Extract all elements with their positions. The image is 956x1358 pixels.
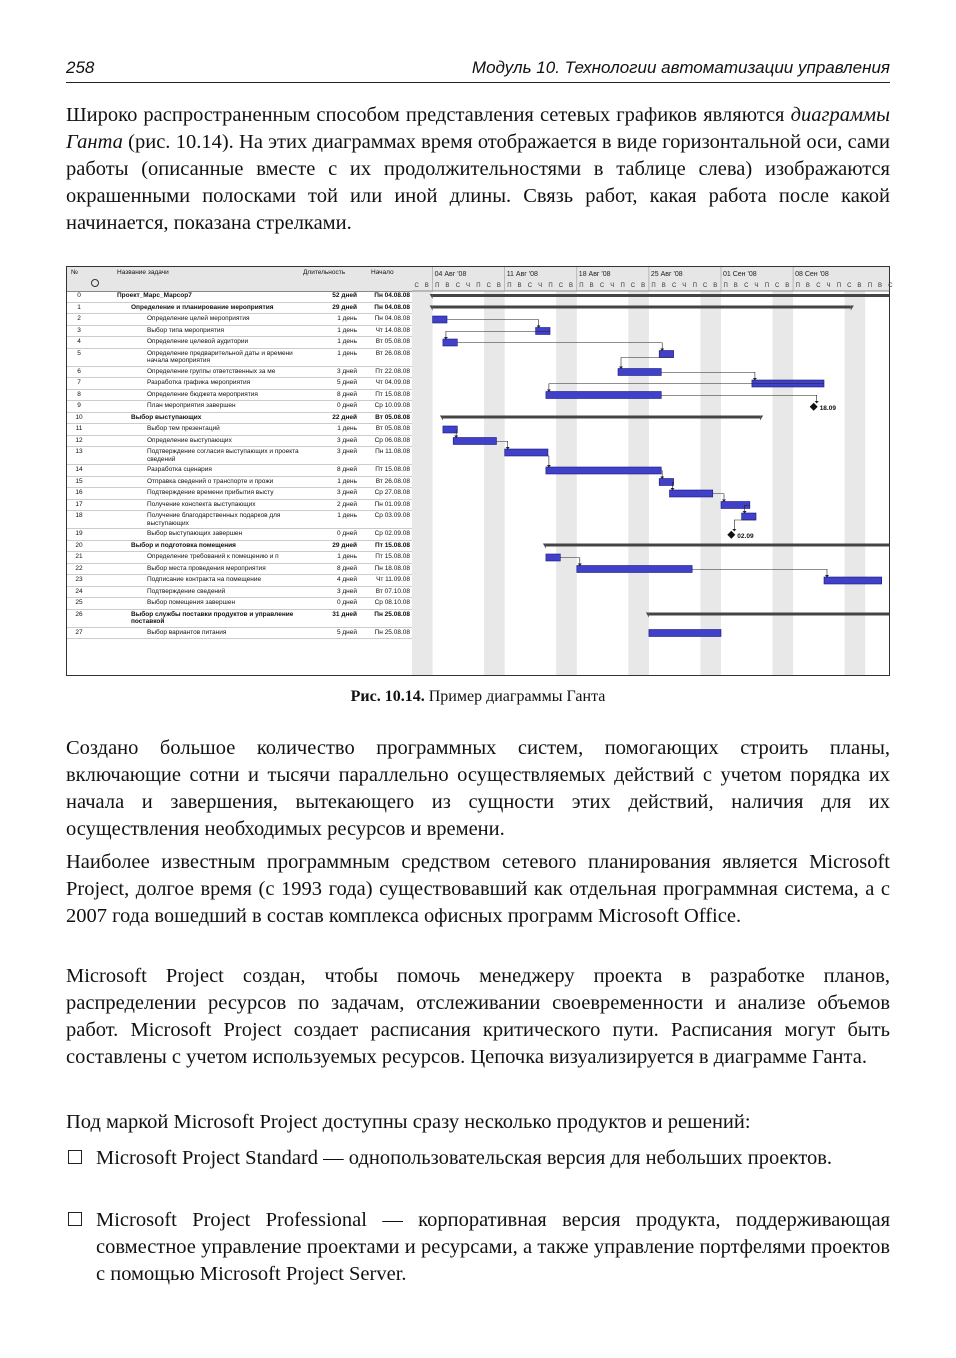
day-letter: Ч	[466, 283, 470, 289]
task-duration: 52 дней	[332, 292, 357, 299]
weekend-band	[556, 291, 577, 675]
summary-bar	[649, 613, 889, 616]
task-name: Получение конспекта выступающих	[147, 500, 256, 508]
day-letter: С	[888, 283, 893, 289]
task-bar	[618, 369, 661, 376]
day-letter: П	[507, 283, 512, 289]
week-label: 04 Авг '08	[434, 271, 467, 278]
task-name: Выбор тем презентаций	[147, 425, 220, 432]
day-letter: С	[527, 283, 533, 289]
day-letter: П	[579, 283, 584, 289]
summary-cap	[760, 416, 763, 421]
task-name: Отправка сведений о транспорте и прожи	[147, 477, 274, 485]
task-id: 20	[75, 541, 83, 549]
day-letter: В	[785, 283, 790, 289]
task-id: 25	[75, 599, 83, 606]
task-row	[67, 367, 412, 379]
day-letter: В	[661, 283, 666, 289]
task-id: 15	[75, 477, 83, 485]
task-start: Вт 05.08.08	[375, 425, 410, 432]
task-duration: 0 дней	[336, 402, 357, 409]
task-name: Определение бюджета мероприятия	[147, 390, 258, 398]
task-bar	[546, 467, 661, 474]
task-id: 6	[77, 367, 81, 375]
paragraph-intro-text-2: (рис. 10.14). На этих диаграммах время отображается в виде горизонтальной оси, сами работы (описанные вместе с их продолжительностями в таблице слева) изображаются окрашенными полосками той или иной длины. Связь работ, какая работа после какой начинается, показана стрелками.	[66, 131, 890, 234]
task-bar	[443, 426, 457, 433]
task-bar	[433, 316, 447, 323]
figure-caption	[0, 688, 956, 706]
task-name: Определение и планирование мероприятия	[131, 303, 274, 311]
task-row	[67, 587, 412, 599]
task-row	[67, 477, 412, 489]
day-letter: П	[620, 283, 625, 289]
caption-label: Рис. 10.14.	[350, 688, 425, 705]
task-start: Вт 05.08.08	[375, 413, 410, 421]
task-duration: 3 дней	[336, 367, 357, 375]
task-name: План мероприятия завершен	[147, 402, 236, 409]
task-name: Подтверждение согласия выступающих и проекта сведений	[147, 448, 299, 463]
task-start: Чт 04.09.08	[375, 379, 410, 386]
task-duration: 0 дней	[336, 530, 357, 537]
task-duration: 1 день	[337, 326, 357, 334]
summary-cap	[440, 416, 443, 421]
weekend-band	[484, 291, 505, 675]
task-duration: 1 день	[337, 477, 357, 485]
milestone-label: 02.09	[737, 532, 754, 540]
task-bar	[742, 513, 756, 520]
task-name: Подтверждение сведений	[147, 587, 226, 595]
day-letter: В	[733, 283, 738, 289]
day-letter: П	[435, 283, 440, 289]
day-letter: П	[476, 283, 481, 289]
task-row	[67, 314, 412, 326]
paragraph-intro-italic: диаграммы Ганта	[66, 104, 890, 153]
task-row	[67, 326, 412, 338]
task-id: 19	[75, 530, 83, 537]
task-bar	[546, 554, 560, 561]
task-id: 7	[77, 379, 81, 386]
task-name: Определение предварительной даты и времени начала мероприятия	[147, 349, 293, 364]
dependency-arrowhead	[732, 529, 736, 532]
task-start: Пн 01.09.08	[374, 500, 410, 508]
weekend-band	[412, 291, 433, 675]
task-duration: 31 дней	[332, 610, 357, 618]
task-id: 18	[75, 512, 83, 519]
bullet-text: Microsoft Project Standard — однопользовательская версия для небольших проектов.	[96, 1147, 833, 1169]
col-id-header: №	[71, 269, 78, 276]
day-letter: В	[424, 283, 429, 289]
task-row	[67, 337, 412, 349]
task-duration: 22 дней	[332, 413, 357, 421]
task-start: Ср 10.09.08	[374, 402, 410, 409]
task-name: Подписание контракта на помещение	[147, 576, 262, 583]
task-name: Выбор типа мероприятия	[147, 326, 225, 334]
page-number: 258	[66, 58, 95, 77]
week-label: 11 Авг '08	[506, 271, 538, 278]
paragraph-intro	[66, 102, 890, 237]
task-bar	[505, 449, 548, 456]
week-label: 25 Авг '08	[650, 271, 683, 278]
day-letter: С	[455, 283, 461, 289]
task-id: 16	[75, 489, 83, 496]
task-id: 21	[75, 553, 83, 560]
task-row	[67, 610, 412, 628]
day-letter: П	[692, 283, 697, 289]
task-id: 8	[77, 390, 81, 398]
task-name: Выбор и подготовка помещения	[131, 541, 236, 549]
day-letter: Ч	[538, 283, 543, 289]
task-id: 24	[75, 587, 83, 595]
day-letter: В	[805, 283, 810, 289]
task-bar	[577, 566, 692, 573]
page-header	[66, 56, 890, 82]
col-name-header: Название задачи	[117, 269, 169, 276]
paragraph-ms-project: Наиболее известным программным средством сетевого планирования является Microsoft Project, долгое время (с 1993 года) существовавший как отдельная программная система, а с 2007 года вошедший в состав комплекса офисных программ Microsoft Office.	[66, 851, 890, 927]
task-start: Ср 06.08.08	[374, 436, 410, 444]
task-id: 10	[75, 413, 83, 421]
task-name: Выбор службы поставки продуктов и управление поставкой	[131, 610, 294, 625]
task-name: Подтверждение времени прибытия высту	[147, 489, 274, 496]
task-duration: 8 дней	[336, 564, 357, 572]
day-letter: П	[723, 283, 728, 289]
task-id: 1	[77, 303, 81, 311]
task-start: Вт 07.10.08	[375, 587, 410, 595]
day-letter: В	[517, 283, 522, 289]
task-start: Пт 15.08.08	[375, 553, 410, 560]
task-start: Вт 26.08.08	[375, 349, 410, 357]
task-bar	[824, 577, 882, 584]
weekend-band	[773, 291, 794, 675]
task-id: 14	[75, 466, 83, 473]
week-label: 18 Авг '08	[578, 271, 611, 278]
task-id: 4	[77, 338, 81, 345]
day-letter: П	[764, 283, 770, 289]
task-id: 13	[75, 448, 83, 455]
task-start: Пн 25.08.08	[374, 610, 410, 618]
checkbox-bullet-icon	[68, 1150, 82, 1164]
task-id: 11	[75, 425, 83, 432]
task-start: Пт 15.08.08	[375, 541, 410, 549]
task-table-header	[67, 267, 412, 292]
task-row	[67, 291, 412, 303]
task-name: Определение группы ответственных за ме	[147, 367, 276, 375]
task-duration: 1 день	[337, 553, 357, 560]
task-row	[67, 575, 412, 587]
task-start: Чт 14.08.08	[375, 326, 410, 334]
task-bar	[546, 392, 661, 399]
chapter-title: Модуль 10. Технологии автоматизации управления	[471, 58, 890, 77]
task-start: Пт 15.08.08	[375, 466, 410, 473]
dependency-link	[661, 395, 816, 403]
task-row	[67, 598, 412, 610]
task-bar	[659, 351, 673, 358]
task-start: Ср 27.08.08	[374, 489, 410, 496]
day-letter: С	[847, 283, 852, 289]
summary-cap	[543, 544, 546, 549]
task-duration: 3 дней	[336, 448, 357, 455]
task-start: Чт 11.09.08	[376, 576, 410, 583]
task-row	[67, 447, 412, 465]
task-start: Пн 04.08.08	[374, 303, 410, 311]
task-bar	[649, 630, 721, 637]
task-bar	[453, 438, 496, 445]
task-start: Пн 04.08.08	[374, 292, 410, 299]
day-letter: В	[569, 283, 574, 289]
task-start: Ср 08.10.08	[374, 599, 410, 606]
bullet-item	[66, 1145, 890, 1172]
day-letter: С	[775, 283, 780, 289]
day-letter: В	[445, 283, 450, 289]
task-row	[67, 436, 412, 448]
task-name: Выбор вариантов питания	[147, 628, 227, 636]
task-duration: 5 дней	[336, 379, 357, 386]
task-name: Выбор выступающих	[131, 413, 202, 421]
day-letter: С	[558, 283, 564, 289]
task-duration: 8 дней	[336, 390, 357, 398]
day-letter: П	[651, 283, 656, 289]
task-row	[67, 500, 412, 512]
weekend-band	[700, 291, 721, 675]
task-name: Получение благодарственных подарков для выступающих	[147, 512, 281, 527]
task-name: Разработка графика мероприятия	[147, 379, 251, 386]
task-row	[67, 413, 412, 425]
task-start: Пт 15.08.08	[375, 390, 410, 398]
task-duration: 1 день	[337, 512, 357, 519]
task-row	[67, 465, 412, 477]
milestone-diamond	[810, 403, 818, 411]
task-row	[67, 552, 412, 564]
task-name: Выбор помещения завершен	[147, 599, 236, 606]
task-start: Пн 04.08.08	[374, 315, 410, 322]
gantt-figure	[66, 266, 893, 676]
task-row	[67, 378, 412, 390]
task-name: Определение выступающих	[147, 436, 232, 444]
task-id: 22	[75, 564, 83, 572]
day-letter: Ч	[610, 283, 615, 289]
task-name: Разработка сценария	[147, 466, 212, 473]
task-id: 23	[75, 576, 83, 583]
bullet-text: Microsoft Project Professional — корпоративная версия продукта, поддерживающая совместное управление проектами и ресурсами, а также управление портфелями проектов с помощью Microsoft Project Server.	[96, 1209, 890, 1285]
task-name: Определение целевой аудитории	[147, 338, 249, 345]
paragraph-software: Создано большое количество программных систем, помогающих строить планы, включающие сотни и тысячи параллельно осуществляемых действий с учетом порядка их начала и завершения, вытекающего из сущности этих действий, наличия для их осуществления необходимых ресурсов и времени.	[66, 737, 890, 840]
summary-bar	[433, 294, 889, 297]
task-row	[67, 488, 412, 500]
task-start: Пн 11.08.08	[375, 448, 410, 455]
weekend-band	[628, 291, 649, 675]
task-duration: 0 дней	[336, 599, 357, 606]
task-id: 0	[77, 292, 81, 299]
day-letter: С	[702, 283, 708, 289]
task-row	[67, 564, 412, 576]
day-letter: В	[589, 283, 594, 289]
day-letter: С	[744, 283, 749, 289]
task-id: 27	[75, 628, 83, 636]
task-duration: 3 дней	[336, 489, 357, 496]
day-letter: В	[878, 283, 883, 289]
day-letter: В	[713, 283, 718, 289]
week-label: 01 Сен '08	[723, 271, 757, 278]
task-row	[67, 401, 412, 413]
day-letter: Ч	[826, 283, 831, 289]
task-duration: 29 дней	[332, 541, 357, 549]
task-row	[67, 424, 412, 436]
task-id: 26	[75, 610, 83, 618]
header-rule	[66, 82, 890, 83]
task-row	[67, 511, 412, 529]
day-letter: В	[857, 283, 862, 289]
task-row	[67, 628, 412, 640]
task-start: Вт 26.08.08	[375, 477, 410, 485]
paragraph-ms-project-features: Microsoft Project создан, чтобы помочь менеджеру проекта в разработке планов, распределении ресурсов по задачам, отслеживании своевременности и анализе объемов работ. Microsoft Project создает расписания критического пути. Расписания могут быть составлены с учетом используемых ресурсов. Цепочка визуализируется в диаграмме Ганта.	[66, 965, 890, 1068]
task-id: 2	[77, 315, 81, 322]
task-start: Ср 03.09.08	[374, 512, 410, 519]
summary-bar	[433, 306, 851, 309]
task-row	[67, 349, 412, 367]
day-letter: С	[630, 283, 636, 289]
day-letter: П	[836, 283, 842, 289]
gantt-chart	[412, 267, 893, 675]
checkbox-bullet-icon	[68, 1212, 82, 1226]
task-id: 9	[77, 402, 81, 409]
day-letter: Ч	[682, 283, 687, 289]
task-row	[67, 390, 412, 402]
day-letter: П	[795, 283, 800, 289]
col-duration-header: Длительность	[303, 269, 346, 276]
milestone-diamond	[727, 531, 735, 539]
dependency-link	[734, 520, 756, 531]
weekend-band	[845, 291, 866, 675]
dependency-arrowhead	[815, 401, 819, 404]
task-duration: 4 дней	[336, 576, 357, 583]
task-id: 5	[77, 349, 81, 357]
task-duration: 8 дней	[336, 466, 357, 473]
task-start: Ср 02.09.08	[374, 530, 410, 537]
day-letter: В	[641, 283, 646, 289]
day-letter: С	[486, 283, 491, 289]
task-duration: 3 дней	[336, 436, 357, 444]
task-name: Определение целей мероприятия	[147, 315, 250, 322]
task-bar	[670, 490, 713, 497]
day-letter: В	[496, 283, 501, 289]
summary-bar	[546, 544, 889, 547]
day-letter: С	[599, 283, 605, 289]
task-name: Проект_Марс_Марсор7	[117, 292, 192, 299]
info-icon	[91, 279, 99, 287]
task-start: Пт 22.08.08	[375, 367, 410, 375]
task-duration: 5 дней	[336, 628, 357, 636]
task-id: 3	[77, 326, 81, 334]
task-duration: 2 дней	[336, 500, 357, 508]
day-letter: С	[672, 283, 677, 289]
paragraph-intro-text-1: Широко распространенным способом представления сетевых графиков являются	[66, 104, 791, 126]
col-start-header: Начало	[371, 269, 394, 276]
week-label: 08 Сен '08	[795, 271, 829, 278]
task-row	[67, 529, 412, 541]
task-row	[67, 541, 412, 553]
task-duration: 1 день	[337, 349, 357, 357]
task-name: Выбор выступающих завершен	[147, 530, 243, 537]
task-start: Пн 18.08.08	[374, 564, 410, 572]
task-bar	[659, 479, 673, 486]
summary-bar	[443, 416, 760, 419]
caption-text: Пример диаграммы Ганта	[424, 688, 606, 705]
task-start: Пн 25.08.08	[374, 628, 410, 636]
paragraph-products: Под маркой Microsoft Project доступны сразу несколько продуктов и решений:	[66, 1111, 751, 1133]
task-name: Определение требований к помещению и п	[147, 553, 279, 560]
day-letter: П	[548, 283, 553, 289]
task-row	[67, 303, 412, 315]
task-duration: 1 день	[337, 315, 357, 322]
task-bar	[443, 339, 457, 346]
day-letter: П	[867, 283, 873, 289]
task-id: 12	[75, 436, 83, 444]
task-name: Выбор места проведения мероприятия	[147, 564, 266, 572]
day-letter: С	[816, 283, 821, 289]
task-start: Вт 05.08.08	[375, 338, 410, 345]
task-duration: 1 день	[337, 338, 357, 345]
day-letter: Ч	[754, 283, 759, 289]
task-table	[67, 267, 413, 675]
task-duration: 3 дней	[336, 587, 357, 595]
bullet-item	[66, 1207, 890, 1288]
day-letter: С	[414, 283, 419, 289]
task-duration: 1 день	[337, 425, 357, 432]
task-id: 17	[75, 500, 83, 508]
milestone-label: 18.09	[819, 404, 836, 412]
task-duration: 29 дней	[332, 303, 357, 311]
